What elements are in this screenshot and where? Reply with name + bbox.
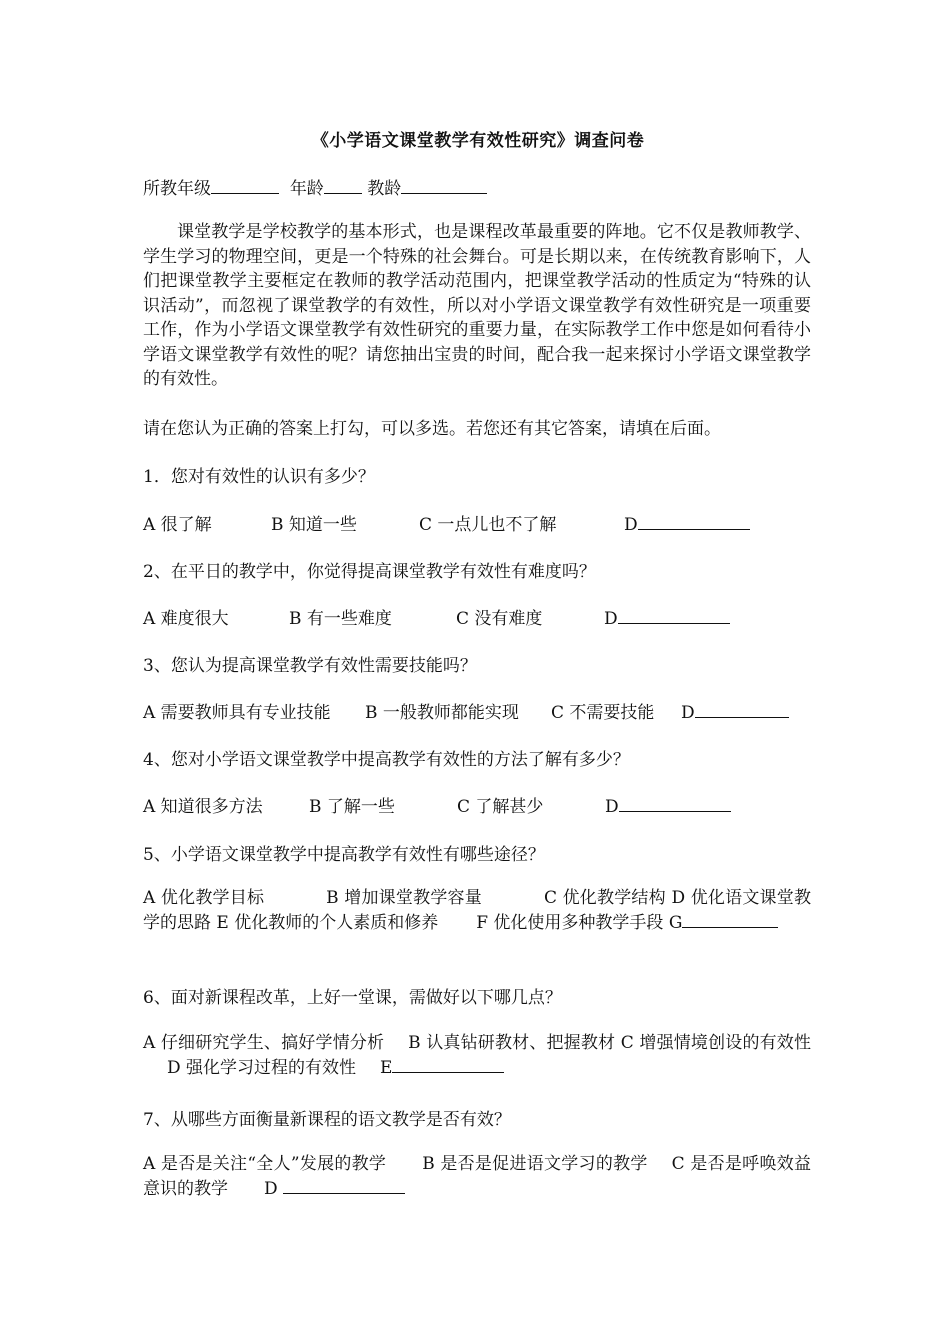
question-3: 3、您认为提高课堂教学有效性需要技能吗？ [143, 656, 477, 676]
q3-option-c[interactable]: C 不需要技能 [551, 703, 655, 723]
question-5-options [143, 886, 811, 936]
q5-option-b[interactable]: B 增加课堂教学容量 [326, 888, 482, 908]
q5-option-f[interactable]: F 优化使用多种教学手段 [476, 913, 664, 933]
teacher-info-line [143, 174, 487, 199]
q7-option-b[interactable]: B 是否是促进语文学习的教学 [422, 1154, 648, 1174]
age-label: 年龄 [289, 179, 324, 199]
grade-label: 所教年级 [143, 179, 211, 199]
q6-option-e[interactable]: E [380, 1058, 393, 1078]
q2-option-a[interactable]: A 难度很大 [143, 609, 229, 629]
q5-option-e[interactable]: E 优化教师的个人素质和修养 [216, 913, 439, 933]
q5-option-c[interactable]: C 优化教学结构 [543, 888, 666, 908]
q1-option-a[interactable]: A 很了解 [143, 515, 212, 535]
q2-blank[interactable] [618, 607, 730, 624]
q1-blank[interactable] [638, 513, 750, 530]
question-3-options [143, 698, 789, 723]
q5-blank[interactable] [682, 911, 778, 928]
years-label: 教龄 [367, 179, 402, 199]
q5-option-d[interactable]: D 优化语文课堂教学的思路 [143, 888, 811, 933]
q6-option-c[interactable]: C 增强情境创设的有效性 [620, 1033, 811, 1053]
q2-option-d[interactable]: D [604, 609, 618, 629]
question-4: 4、您对小学语文课堂教学中提高教学有效性的方法了解有多少？ [143, 750, 630, 770]
question-4-options [143, 792, 731, 817]
question-2-options [143, 604, 730, 629]
q6-option-b[interactable]: B 认真钻研教材、把握教材 [408, 1033, 616, 1053]
q7-blank[interactable] [283, 1177, 405, 1194]
q6-blank[interactable] [392, 1056, 504, 1073]
q5-option-a[interactable]: A 优化教学目标 [143, 888, 265, 908]
q3-option-b[interactable]: B 一般教师都能实现 [365, 703, 519, 723]
page-title: 《小学语文课堂教学有效性研究》调查问卷 [311, 131, 645, 151]
question-5: 5、小学语文课堂教学中提高教学有效性有哪些途径？ [143, 845, 545, 865]
q1-option-b[interactable]: B 知道一些 [271, 515, 357, 535]
grade-blank[interactable] [211, 177, 279, 194]
q4-option-d[interactable]: D [605, 797, 619, 817]
questionnaire-page [143, 0, 813, 1344]
q7-option-d[interactable]: D [264, 1179, 278, 1199]
q3-option-a[interactable]: A 需要教师具有专业技能 [143, 703, 331, 723]
question-7-options [143, 1152, 811, 1202]
question-7: 7、从哪些方面衡量新课程的语文教学是否有效？ [143, 1110, 511, 1130]
q4-blank[interactable] [619, 795, 731, 812]
years-blank[interactable] [401, 177, 487, 194]
intro-paragraph: 课堂教学是学校教学的基本形式，也是课程改革最重要的阵地。它不仅是教师教学、学生学习的物理空间，更是一个特殊的社会舞台。可是长期以来，在传统教育影响下，人们把课堂教学主要框定在教师的教学活动范围内，把课堂教学活动的性质定为“特殊的认识活动”，而忽视了课堂教学的有效性，所以对小学语文课堂教学有效性研究是一项重要工作，作为小学语文课堂教学有效性研究的重要力量，在实际教学工作中您是如何看待小学语文课堂教学有效性的呢？请您抽出宝贵的时间，配合我一起来探讨小学语文课堂教学的有效性。 [143, 222, 811, 389]
question-1-options [143, 510, 750, 535]
question-1: 1．您对有效性的认识有多少？ [143, 467, 375, 487]
q6-option-d[interactable]: D 强化学习过程的有效性 [167, 1058, 357, 1078]
question-6: 6、面对新课程改革，上好一堂课，需做好以下哪几点？ [143, 988, 562, 1008]
q3-option-d[interactable]: D [681, 703, 695, 723]
instruction-text: 请在您认为正确的答案上打勾，可以多选。若您还有其它答案，请填在后面。 [143, 419, 721, 439]
q1-option-c[interactable]: C 一点儿也不了解 [419, 515, 557, 535]
q7-option-a[interactable]: A 是否是关注“全人”发展的教学 [143, 1154, 387, 1174]
age-blank[interactable] [324, 177, 362, 194]
q2-option-b[interactable]: B 有一些难度 [289, 609, 392, 629]
q6-option-a[interactable]: A 仔细研究学生、搞好学情分析 [143, 1033, 385, 1053]
q2-option-c[interactable]: C 没有难度 [456, 609, 543, 629]
q5-option-g[interactable]: G [668, 913, 683, 933]
q7-option-c[interactable]: C 是否是呼唤效益意识的教学 [143, 1154, 811, 1199]
q4-option-a[interactable]: A 知道很多方法 [143, 797, 263, 817]
q4-option-b[interactable]: B 了解一些 [309, 797, 395, 817]
q1-option-d[interactable]: D [624, 515, 638, 535]
question-2: 2、在平日的教学中，你觉得提高课堂教学有效性有难度吗？ [143, 562, 596, 582]
q3-blank[interactable] [695, 701, 789, 718]
question-6-options [143, 1031, 811, 1081]
q4-option-c[interactable]: C 了解甚少 [457, 797, 544, 817]
